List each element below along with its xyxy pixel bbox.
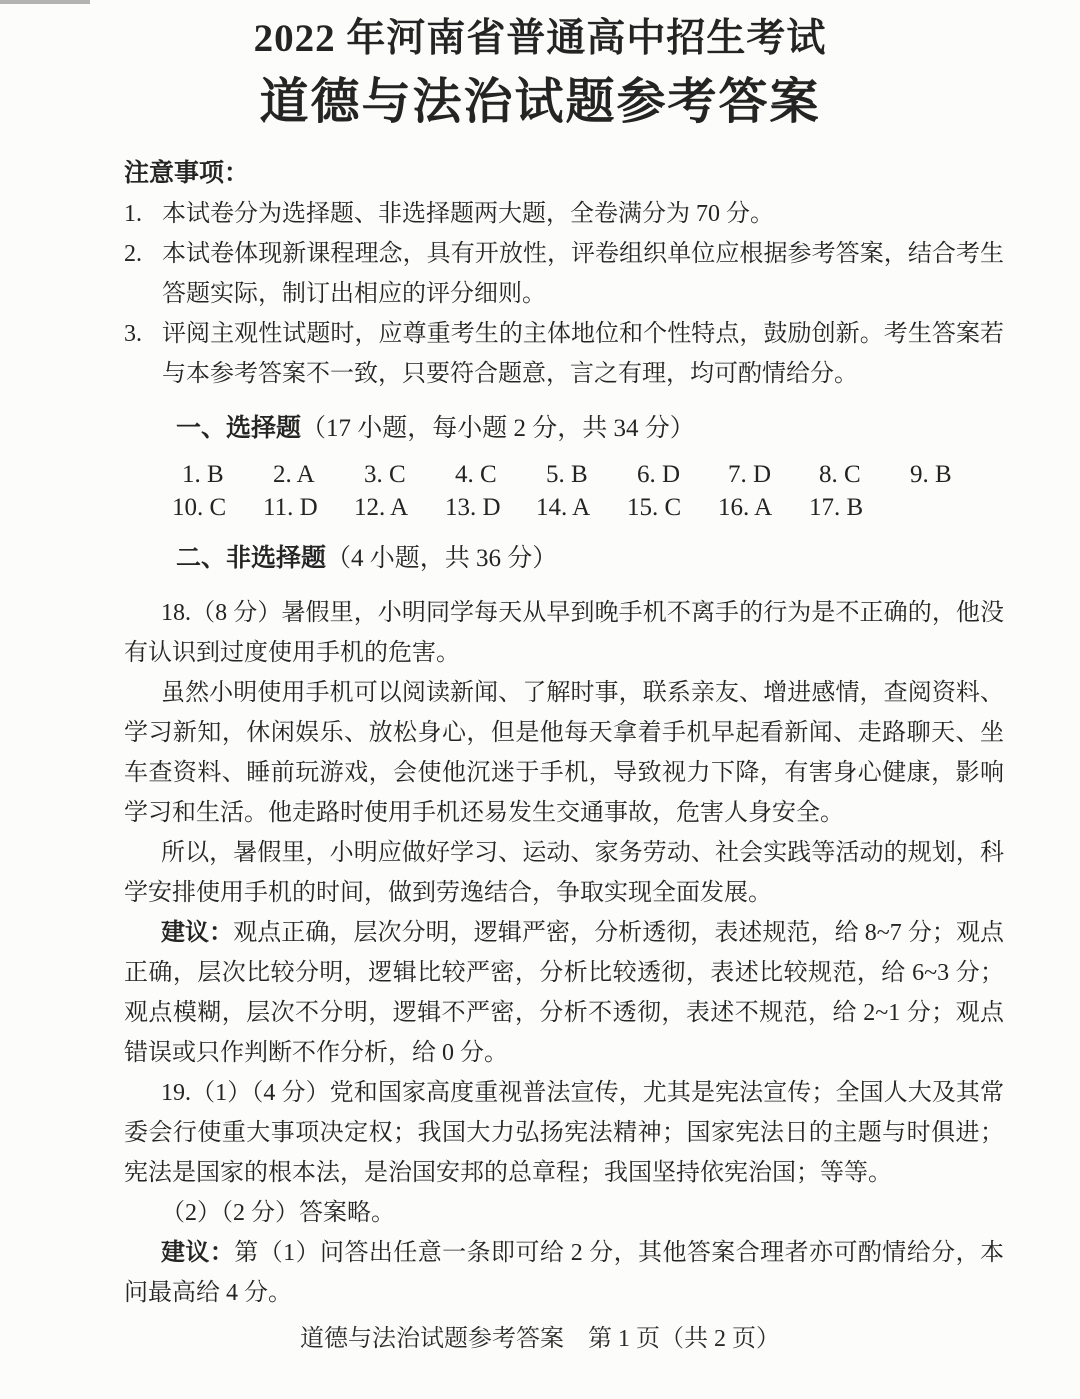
note-item-3 bbox=[124, 314, 1004, 394]
note-text: 评阅主观性试题时，应尊重考生的主体地位和个性特点，鼓励创新。考生答案若与本参考答案不一致，只要符合题意，言之有理，均可酌情给分。 bbox=[162, 321, 1004, 387]
mcq-answer-13: 13. D bbox=[445, 494, 501, 521]
mcq-answer-3: 3. C bbox=[364, 461, 406, 488]
mcq-answer-5: 5. B bbox=[546, 461, 588, 488]
advice-text: 第（1）问答出任意一条即可给 2 分，其他答案合理者亦可酌情给分，本问最高给 4 分。 bbox=[124, 1240, 1005, 1306]
mcq-answer-6: 6. D bbox=[637, 461, 681, 488]
note-item-1 bbox=[124, 194, 1004, 234]
section1-heading-detail: （17 小题，每小题 2 分，共 34 分） bbox=[301, 415, 695, 442]
section1-heading-title: 一、选择题 bbox=[176, 415, 302, 442]
document-header bbox=[0, 0, 1080, 131]
note-number: 1. bbox=[124, 201, 142, 227]
q18-answer-paragraph-2: 虽然小明使用手机可以阅读新闻、了解时事，联系亲友、增进感情，查阅资料、学习新知，休闲娱乐、放松身心，但是他每天拿着手机早起看新闻、走路聊天、坐车查资料、睡前玩游戏，会使他沉迷于手机，导致视力下降，有害身心健康，影响学习和生活。他走路时使用手机还易发生交通事故，危害人身安全。 bbox=[124, 680, 1004, 826]
mcq-answer-15: 15. C bbox=[627, 494, 682, 521]
mcq-answer-1: 1. B bbox=[182, 461, 224, 488]
mcq-answer-10: 10. C bbox=[172, 494, 227, 521]
q18-grading-advice bbox=[124, 913, 1004, 1073]
q18-answer-paragraph-1: 18.（8 分）暑假里，小明同学每天从早到晚手机不离手的行为是不正确的，他没有认识到过度使用手机的危害。 bbox=[124, 600, 1004, 666]
notes-heading: 注意事项： bbox=[124, 160, 250, 187]
page-footer: 道德与法治试题参考答案 第 1 页（共 2 页） bbox=[300, 1326, 780, 1352]
advice-label: 建议： bbox=[161, 920, 234, 946]
mcq-answer-7: 7. D bbox=[728, 461, 772, 488]
mcq-answer-12: 12. A bbox=[354, 494, 409, 521]
mcq-answer-11: 11. D bbox=[263, 494, 318, 521]
note-item-2 bbox=[124, 234, 1004, 314]
section2-heading-detail: （4 小题，共 36 分） bbox=[326, 545, 558, 572]
mcq-answer-9: 9. B bbox=[910, 461, 952, 488]
q18-answer-paragraph-3: 所以，暑假里，小明应做好学习、运动、家务劳动、社会实践等活动的规划，科学安排使用手机的时间，做到劳逸结合，争取实现全面发展。 bbox=[124, 840, 1004, 906]
mcq-answers-row-2 bbox=[124, 491, 1004, 524]
note-number: 2. bbox=[124, 241, 142, 267]
note-text: 本试卷体现新课程理念，具有开放性，评卷组织单位应根据参考答案，结合考生答题实际，制订出相应的评分细则。 bbox=[162, 241, 1004, 307]
document-title: 道德与法治试题参考答案 bbox=[259, 74, 821, 129]
section2-heading bbox=[176, 539, 1004, 579]
section2-heading-title: 二、非选择题 bbox=[176, 545, 327, 572]
mcq-answer-14: 14. A bbox=[536, 494, 591, 521]
exam-title: 2022 年河南省普通高中招生考试 bbox=[253, 17, 827, 60]
q19-grading-advice bbox=[124, 1233, 1004, 1313]
note-text: 本试卷分为选择题、非选择题两大题，全卷满分为 70 分。 bbox=[162, 201, 774, 227]
mcq-answer-4: 4. C bbox=[455, 461, 497, 488]
advice-label: 建议： bbox=[161, 1240, 235, 1266]
section1-heading bbox=[176, 409, 1004, 449]
mcq-answer-16: 16. A bbox=[718, 494, 773, 521]
scan-artifact bbox=[0, 0, 90, 4]
q19-answer-paragraph-2: （2）（2 分）答案略。 bbox=[161, 1200, 395, 1226]
mcq-answer-8: 8. C bbox=[819, 461, 861, 488]
note-number: 3. bbox=[124, 321, 142, 347]
q19-answer-paragraph-1: 19.（1）（4 分）党和国家高度重视普法宣传，尤其是宪法宣传；全国人大及其常委会行使重大事项决定权；我国大力弘扬宪法精神；国家宪法日的主题与时俱进；宪法是国家的根本法，是治国安邦的总章程；我国坚持依宪治国；等等。 bbox=[124, 1080, 1004, 1186]
mcq-answer-17: 17. B bbox=[809, 494, 864, 521]
mcq-answer-2: 2. A bbox=[273, 461, 315, 488]
document-body bbox=[0, 154, 1080, 1313]
mcq-answers-row-1 bbox=[124, 458, 1004, 491]
advice-text: 观点正确，层次分明，逻辑严密，分析透彻，表述规范，给 8~7 分；观点正确，层次比较分明，逻辑比较严密，分析比较透彻，表述比较规范，给 6~3 分；观点模糊，层次不分明，逻辑不严密，分析不透彻，表述不规范，给 2~1 分；观点错误或只作判断不作分析，给 0 分。 bbox=[124, 920, 1005, 1066]
